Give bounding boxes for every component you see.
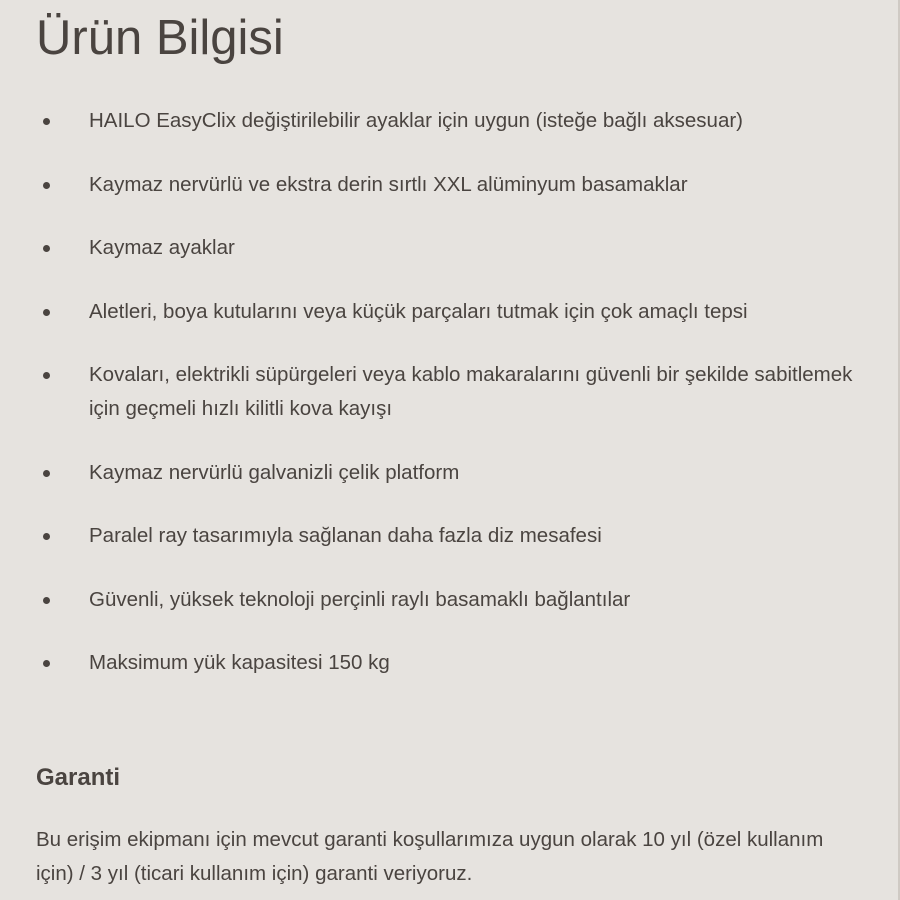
list-item [0, 358, 860, 426]
bullet-icon [43, 597, 50, 604]
list-item-text: Kovaları, elektrikli süpürgeleri veya kablo makaralarını güvenli bir şekilde sabitlemek için geçmeli hızlı kilitli kova kayışı [89, 363, 853, 420]
list-item-text: Kaymaz ayaklar [89, 236, 235, 259]
list-item-text: Paralel ray tasarımıyla sağlanan daha fazla diz mesafesi [89, 524, 602, 547]
list-item-text: HAILO EasyClix değiştirilebilir ayaklar için uygun (isteğe bağlı aksesuar) [89, 109, 743, 132]
bullet-icon [43, 533, 50, 540]
list-item-text: Maksimum yük kapasitesi 150 kg [89, 651, 390, 674]
list-item [0, 231, 860, 265]
list-item-text: Kaymaz nervürlü galvanizli çelik platform [89, 460, 460, 484]
warranty-text: Bu erişim ekipmanı için mevcut garanti koşullarımıza uygun olarak 10 yıl (özel kullanım için) / 3 yıl (ticari kullanım için) garanti veriyoruz. [36, 828, 824, 885]
list-item [0, 519, 860, 553]
page-title: Ürün Bilgisi [36, 11, 284, 65]
bullet-icon [43, 660, 50, 667]
list-item [0, 295, 860, 329]
bullet-icon [43, 309, 50, 316]
list-item-text: Aletleri, boya kutularını veya küçük parçaları tutmak için çok amaçlı tepsi [89, 299, 748, 323]
bullet-icon [43, 182, 50, 189]
bullet-icon [43, 118, 50, 125]
warranty-heading: Garanti [36, 764, 121, 791]
bullet-icon [43, 470, 50, 477]
bullet-icon [43, 245, 50, 252]
list-item [0, 646, 860, 680]
list-item [0, 104, 860, 138]
list-item-text: Kaymaz nervürlü ve ekstra derin sırtlı XXL alüminyum basamaklar [89, 172, 688, 196]
list-item [0, 583, 860, 617]
list-item [0, 168, 860, 202]
feature-list [0, 104, 860, 710]
list-item [0, 456, 860, 490]
list-item-text: Güvenli, yüksek teknoloji perçinli raylı basamaklı bağlantılar [89, 587, 631, 611]
bullet-icon [43, 372, 50, 379]
